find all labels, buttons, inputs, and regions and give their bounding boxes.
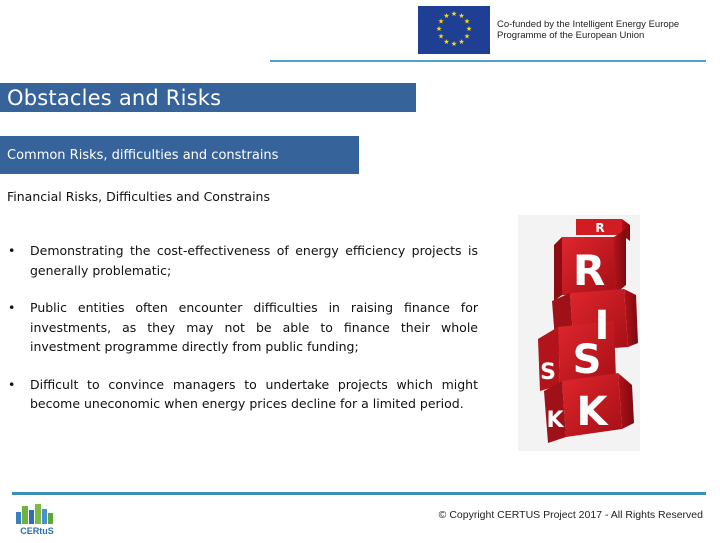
- bullet-icon: •: [8, 243, 16, 258]
- svg-text:★: ★: [465, 25, 473, 33]
- page-subtitle: Common Risks, difficulties and constrains: [7, 147, 279, 163]
- svg-text:★: ★: [450, 10, 458, 18]
- svg-text:★: ★: [458, 38, 465, 46]
- bullet-icon: •: [8, 376, 16, 392]
- svg-text:★: ★: [435, 25, 443, 33]
- svg-text:★: ★: [443, 38, 450, 46]
- header-divider: [270, 60, 706, 62]
- svg-text:★: ★: [450, 40, 458, 48]
- risk-letter-i: I: [594, 303, 610, 349]
- section-heading: Financial Risks, Difficulties and Constrains: [7, 189, 270, 204]
- copyright-text: © Copyright CERTUS Project 2017 - All Rights Reserved: [438, 509, 703, 521]
- subtitle-bar: [0, 136, 359, 174]
- svg-text:★: ★: [463, 17, 471, 26]
- risk-letter-s-side: S: [540, 360, 556, 385]
- eu-cofunding-line1: Co-funded by the Intelligent Energy Europe: [497, 19, 680, 30]
- page-title: Obstacles and Risks: [7, 85, 222, 110]
- certus-logo: [12, 498, 62, 538]
- svg-text:★: ★: [437, 17, 445, 26]
- bullet-text: Difficult to convince managers to undertake projects which might become uneconomic when energy prices decline for a limited period.: [30, 376, 478, 411]
- bullet-list: [8, 241, 478, 432]
- risk-letter-k-side: K: [546, 408, 564, 433]
- risk-cubes-image: [518, 215, 640, 451]
- svg-text:★: ★: [463, 32, 471, 41]
- footer-divider: [12, 492, 706, 495]
- svg-text:★: ★: [437, 32, 445, 41]
- risk-letter-k: K: [576, 389, 608, 435]
- risk-letter-s: S: [572, 337, 602, 383]
- bullet-icon: •: [8, 300, 16, 315]
- title-bar: [0, 82, 416, 112]
- bullet-item: [8, 375, 478, 414]
- logo-text: CERtuS: [20, 526, 54, 536]
- bullet-item: [8, 298, 478, 357]
- eu-flag-icon: [418, 6, 490, 54]
- risk-letter-r-small: R: [595, 221, 605, 235]
- svg-text:★: ★: [458, 12, 465, 20]
- bullet-text: Public entities often encounter difficulties in raising finance for investments, as they may not be able to finance their whole investment programme directly from public funding;: [30, 300, 478, 354]
- eu-cofunding-text: [497, 19, 712, 41]
- svg-text:★: ★: [443, 12, 450, 20]
- risk-letter-r: R: [572, 246, 606, 295]
- bullet-item: [8, 241, 478, 280]
- bullet-text: Demonstrating the cost-effectiveness of energy efficiency projects is generally problematic;: [30, 243, 478, 278]
- eu-cofunding-line2: Programme of the European Union: [497, 30, 645, 41]
